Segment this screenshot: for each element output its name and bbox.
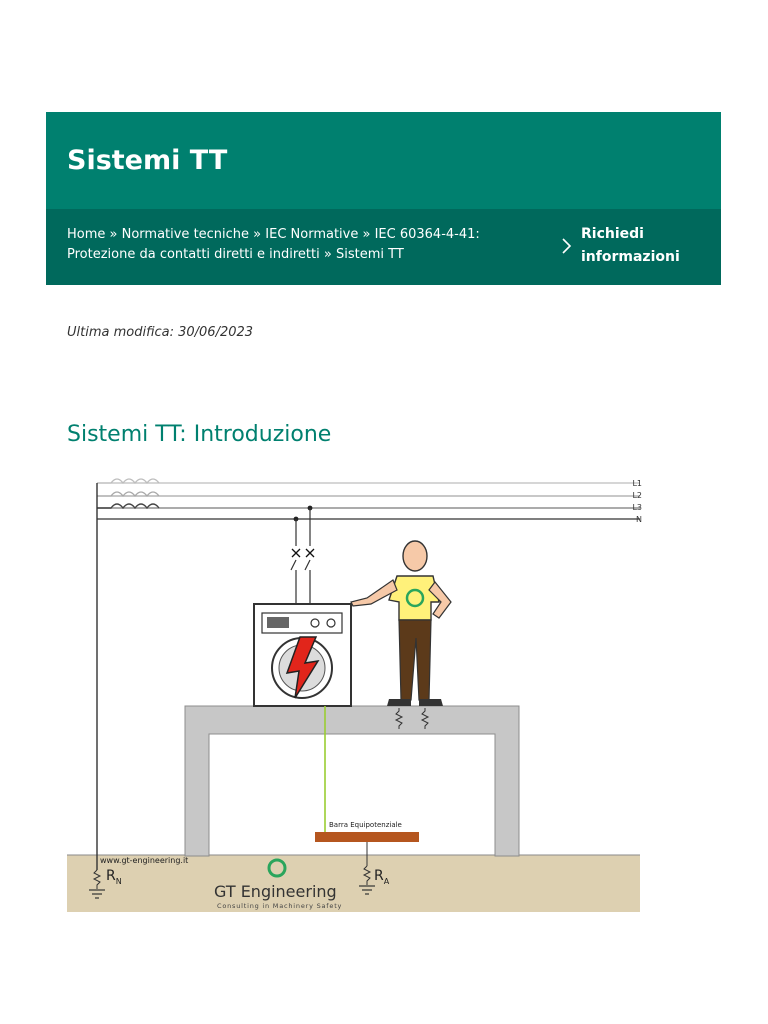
- breadcrumb-current: Sistemi TT: [335, 247, 404, 262]
- tt-system-diagram: [67, 470, 640, 912]
- line-label-l3: L3: [632, 503, 642, 512]
- breadcrumb-iec-60364[interactable]: IEC 60364-4-41: Protezione da contatti diretti e indiretti: [67, 227, 480, 262]
- request-info-button[interactable]: [559, 223, 709, 269]
- breadcrumb: Home » Normative tecniche » IEC Normative » IEC 60364-4-41: Protezione da contatti diretti e indiretti » Sistemi TT: [67, 227, 480, 262]
- line-label-l1: L1: [632, 479, 642, 488]
- breadcrumb-iec-normative[interactable]: IEC Normative: [265, 227, 359, 242]
- hero-breadcrumb-bar: [46, 209, 721, 285]
- ra-label: $R_A$: [374, 868, 390, 886]
- last-modified-date: Ultima modifica: 30/06/2023: [67, 325, 254, 340]
- person-touching-appliance: [351, 541, 451, 706]
- section-title: Sistemi TT: Introduzione: [67, 422, 332, 447]
- line-label-n: N: [636, 515, 642, 524]
- chevron-right-icon: [559, 234, 575, 258]
- website-watermark: www.gt-engineering.it: [100, 856, 189, 865]
- equipotential-bar-label: Barra Equipotenziale: [329, 821, 402, 829]
- rn-label: $R_N$: [106, 868, 122, 886]
- breadcrumb-normative-tecniche[interactable]: Normative tecniche: [121, 227, 250, 242]
- supply-lines: [97, 479, 640, 870]
- circuit-breaker: [291, 506, 314, 604]
- line-label-l2: L2: [632, 491, 642, 500]
- hero-title-bar: [46, 112, 721, 209]
- breadcrumb-home[interactable]: Home: [67, 227, 106, 242]
- page-hero: [46, 112, 721, 285]
- request-info-label: Richiedi informazioni: [581, 226, 680, 265]
- equipotential-bar: [315, 832, 419, 842]
- washing-machine: [254, 604, 351, 706]
- page-title: Sistemi TT: [67, 145, 228, 176]
- brand-name: GT Engineering: [214, 882, 337, 901]
- brand-tagline: Consulting in Machinery Safety: [217, 902, 343, 910]
